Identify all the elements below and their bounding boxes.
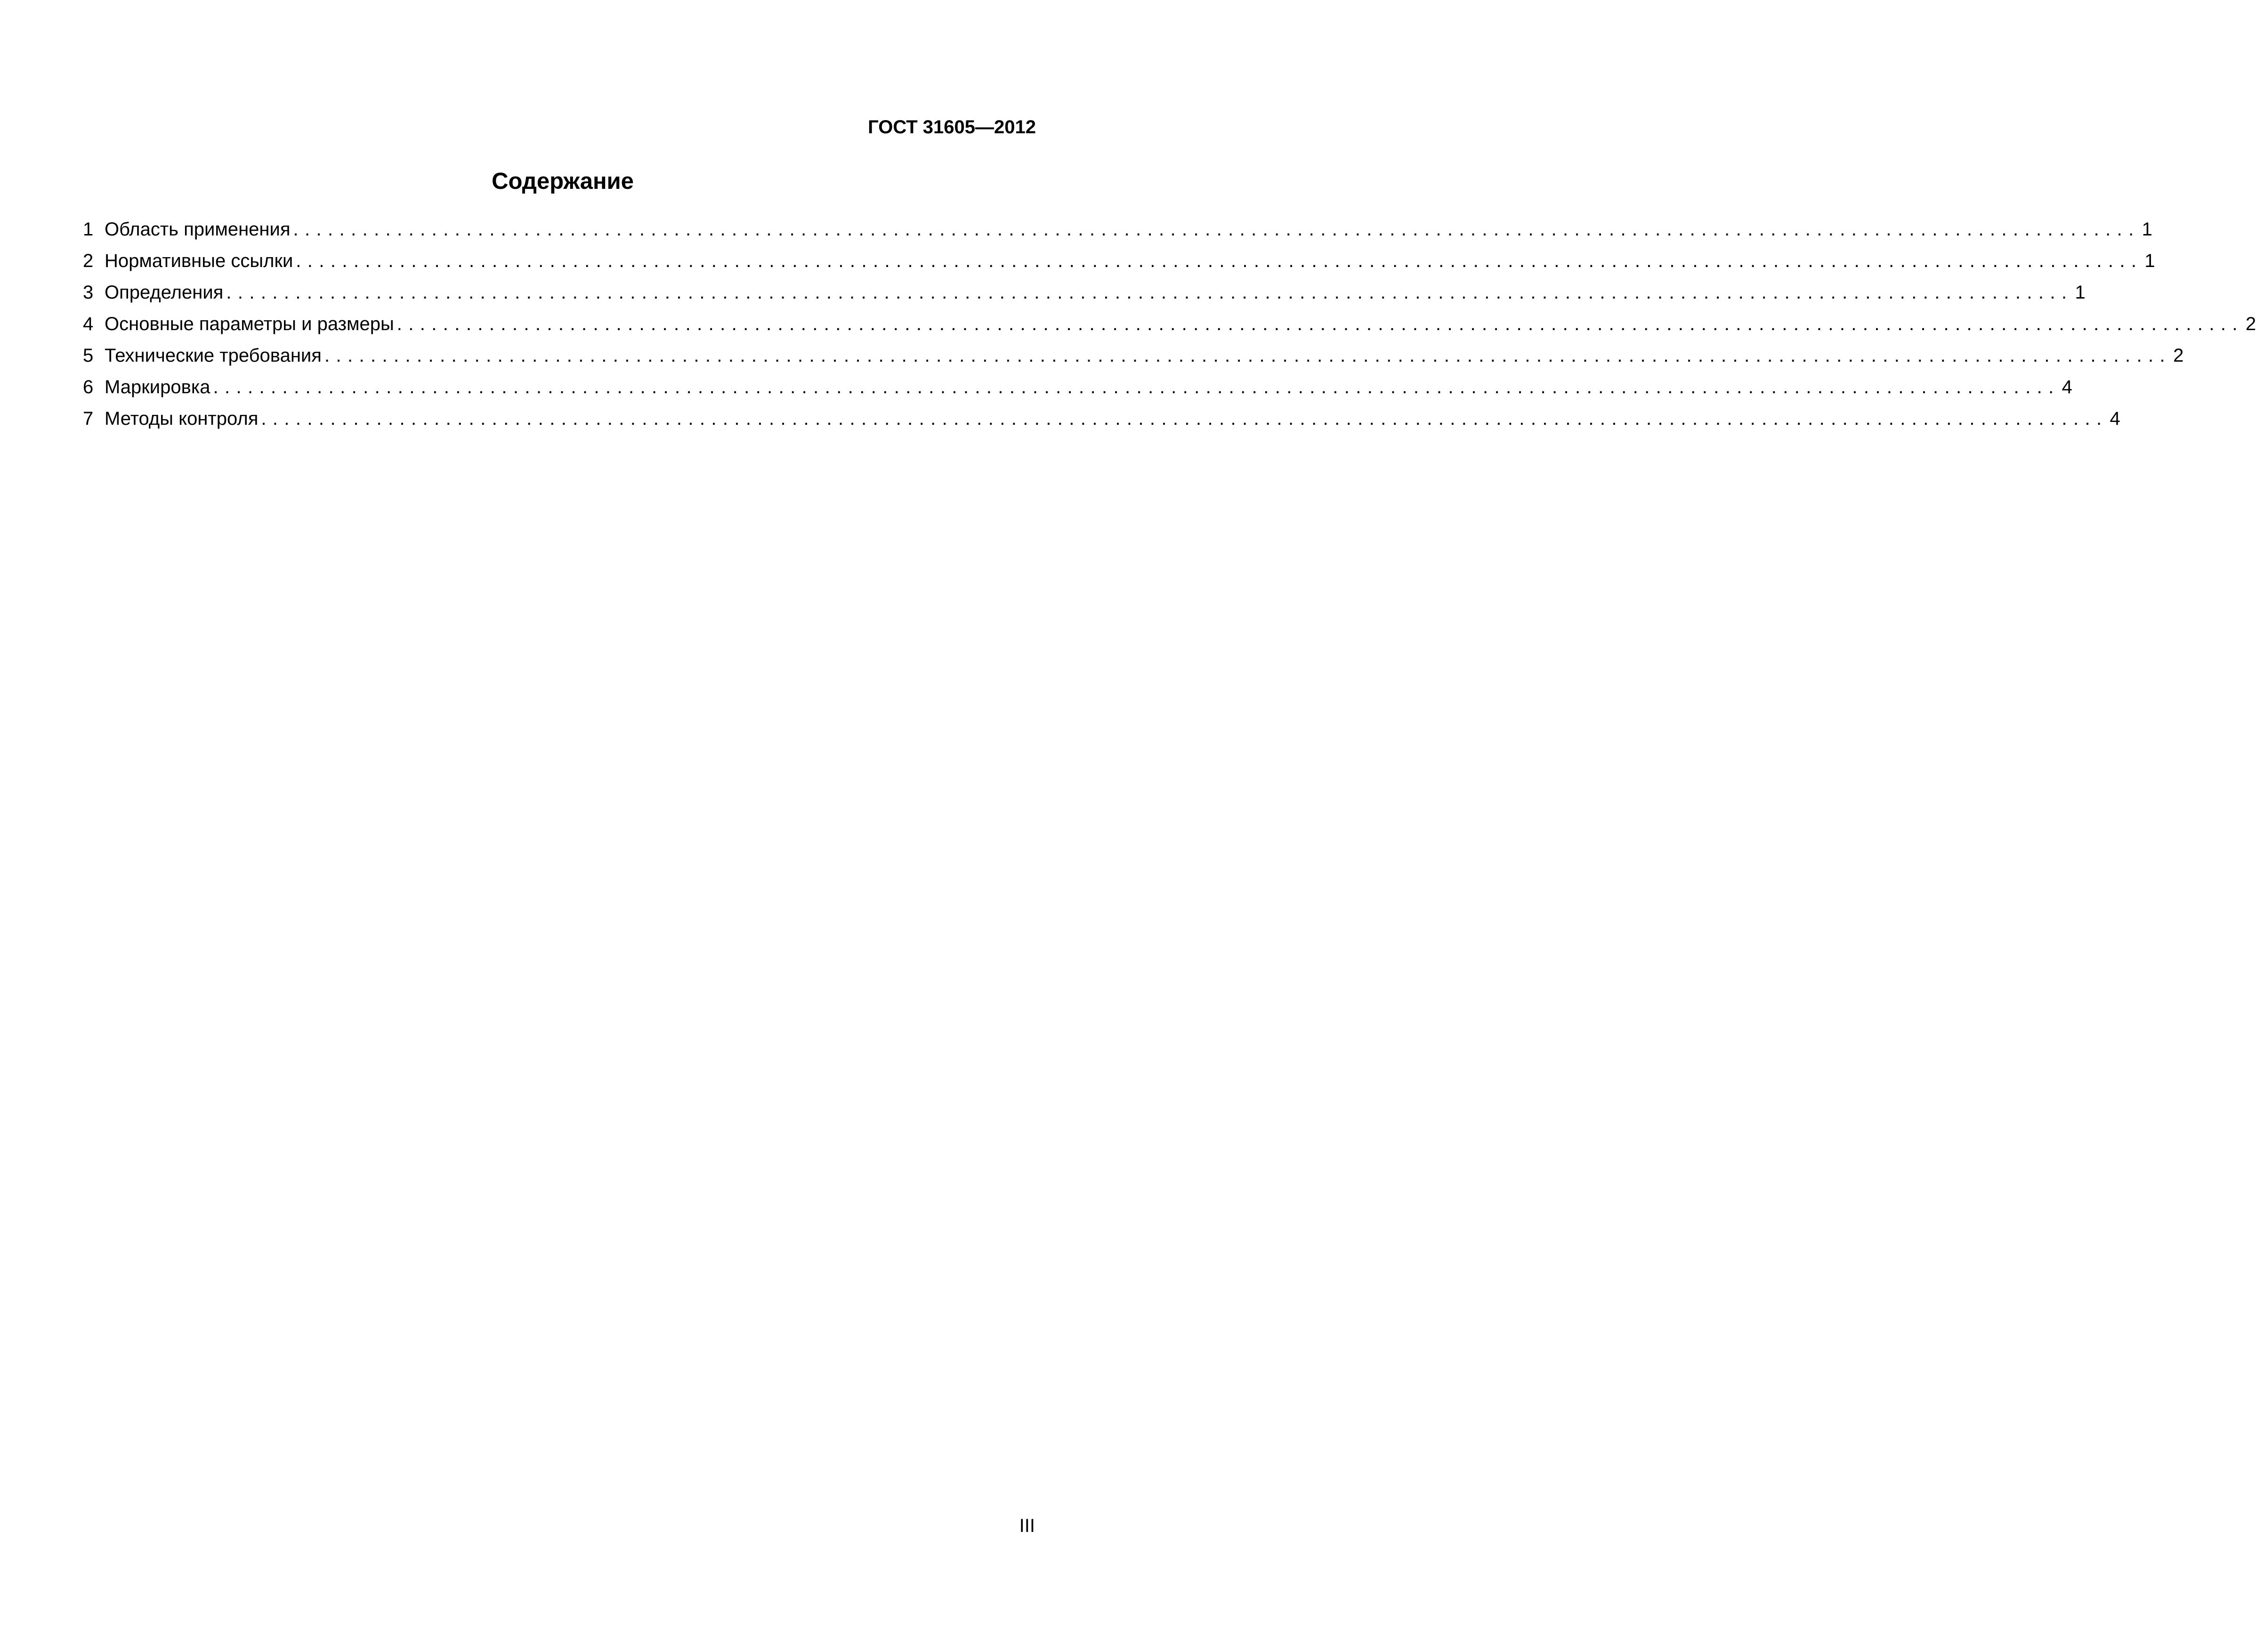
toc-entry-title: Основные параметры и размеры <box>105 314 394 334</box>
toc-entry-number: 5 <box>83 345 94 366</box>
toc-entry-number: 3 <box>83 282 94 303</box>
toc-entry[interactable] <box>83 308 2256 340</box>
toc-entry-number: 6 <box>83 377 94 397</box>
toc-entry-number: 2 <box>83 251 94 271</box>
toc-entry-page: 2 <box>2245 314 2256 334</box>
toc-entry-number: 4 <box>83 314 94 334</box>
table-of-contents <box>83 214 2256 435</box>
toc-entry-title: Определения <box>105 282 224 303</box>
toc-entry[interactable] <box>83 403 2120 435</box>
toc-entry-page: 4 <box>2062 377 2072 397</box>
document-designation: ГОСТ 31605—2012 <box>868 117 1036 138</box>
dot-leader: ................................................................................................................................................................ <box>213 377 2060 397</box>
dot-leader: ................................................................................................................................................................ <box>226 282 2073 303</box>
page-number: III <box>1019 1515 1035 1536</box>
toc-entry[interactable] <box>83 277 2086 308</box>
toc-entry-title: Область применения <box>105 219 291 240</box>
toc-entry-page: 1 <box>2142 219 2152 240</box>
toc-entry-page: 2 <box>2173 345 2184 366</box>
toc-entry[interactable] <box>83 340 2184 372</box>
dot-leader: ................................................................................................................................................................ <box>293 219 2140 240</box>
toc-entry-number: 1 <box>83 219 94 240</box>
toc-entry[interactable] <box>83 214 2152 245</box>
dot-leader: ................................................................................................................................................................ <box>261 408 2108 429</box>
toc-entry-title: Нормативные ссылки <box>105 251 293 271</box>
dot-leader: ................................................................................................................................................................ <box>324 345 2172 366</box>
dot-leader: ................................................................................................................................................................ <box>396 314 2244 334</box>
toc-title: Содержание <box>492 169 634 194</box>
toc-entry-page: 1 <box>2144 251 2155 271</box>
toc-entry-page: 4 <box>2110 408 2120 429</box>
toc-entry-title: Маркировка <box>105 377 210 397</box>
toc-entry-title: Методы контроля <box>105 408 259 429</box>
toc-entry[interactable] <box>83 372 2072 403</box>
toc-entry-number: 7 <box>83 408 94 429</box>
dot-leader: ................................................................................................................................................................ <box>296 251 2143 271</box>
toc-entry-title: Технические требования <box>105 345 322 366</box>
toc-entry[interactable] <box>83 245 2155 277</box>
toc-entry-page: 1 <box>2075 282 2086 303</box>
